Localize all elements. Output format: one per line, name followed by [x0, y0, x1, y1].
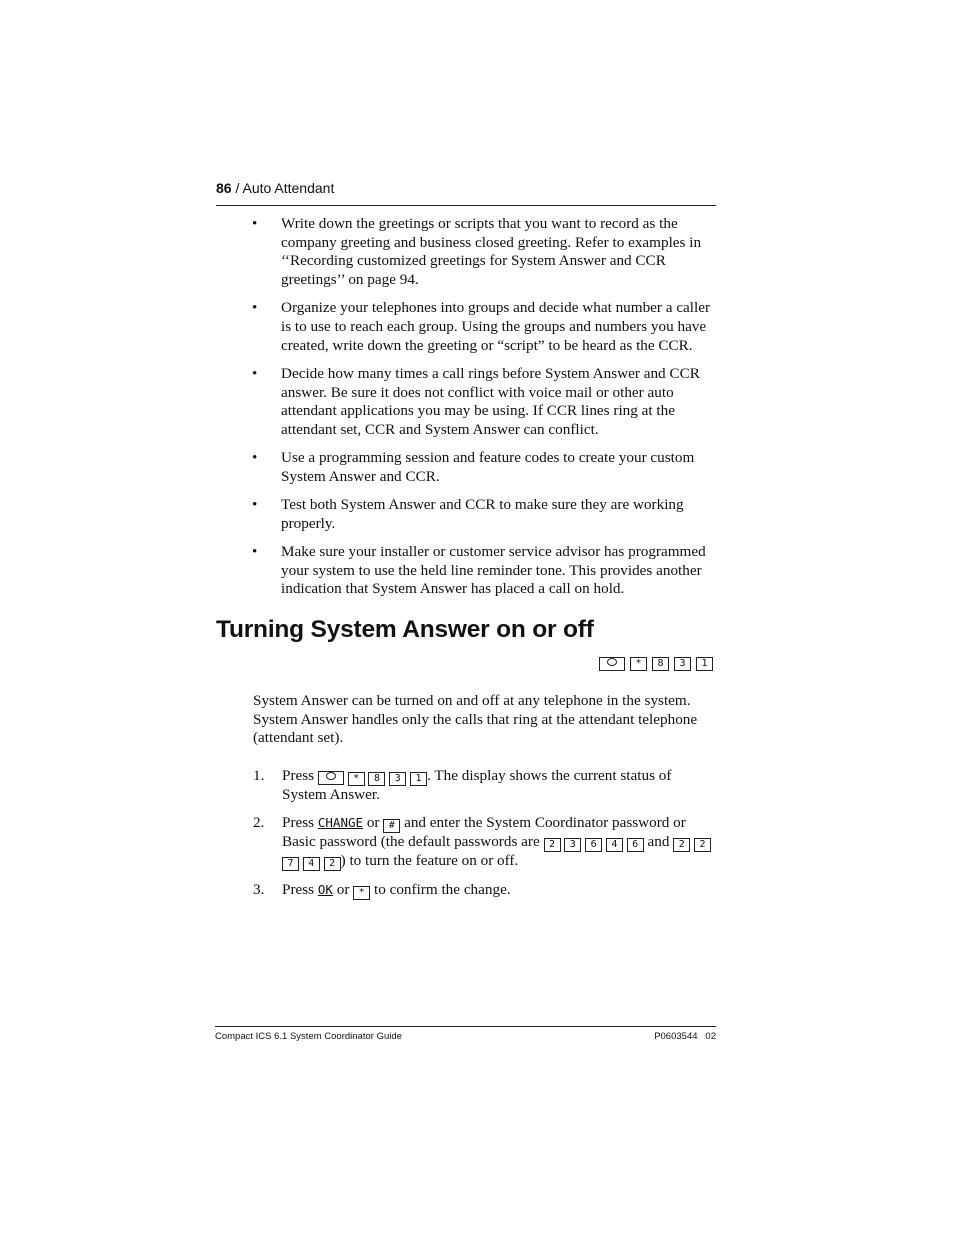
password-key: 6 [585, 838, 602, 852]
bullet-mark: • [252, 299, 258, 317]
section-title: Turning System Answer on or off [216, 616, 594, 643]
step-number: 3. [253, 880, 265, 898]
requirements-list [252, 215, 718, 609]
key-1: 1 [410, 772, 427, 786]
footer-title: Compact ICS 6.1 System Coordinator Guide [215, 1031, 402, 1042]
key-8: 8 [368, 772, 385, 786]
bullet-text: Decide how many times a call rings before System Answer and CCR answer. Be sure it does not conflict with voice mail or other auto attendant applications you may be using. If CCR lines ring at the attendant set, CCR and System Answer can conflict. [281, 364, 700, 439]
header-section: Auto Attendant [242, 180, 335, 196]
bullet-text: Organize your telephones into groups and decide what number a caller is to use to reach each group. Using the groups and numbers you have created, write down the greeting or “script” to be heard as the CCR. [281, 299, 711, 354]
step-number: 2. [253, 814, 265, 832]
step-text: Press [282, 767, 315, 784]
key-star: * [348, 772, 365, 786]
step-text: . The display shows the current status of System Answer. [282, 767, 672, 803]
password-key: 7 [282, 857, 299, 871]
step-number: 1. [253, 767, 265, 784]
bullet-mark: • [252, 364, 258, 382]
display-key-change: CHANGE [317, 815, 364, 831]
password-key: 4 [606, 838, 623, 852]
step-3 [253, 881, 719, 900]
key-star: * [353, 886, 370, 900]
key-1: 1 [696, 657, 713, 671]
bullet-mark: • [252, 496, 258, 514]
bullet-text: Use a programming session and feature codes to create your custom System Answer and CCR. [281, 449, 695, 485]
password-key: 3 [564, 838, 581, 852]
list-item [252, 365, 718, 440]
bullet-text: Make sure your installer or customer service advisor has programmed your system to use the held line reminder tone. This provides another indication that System Answer has placed a call on hold. [281, 543, 706, 598]
step-text: Press [282, 814, 315, 832]
list-item [252, 299, 718, 355]
bullet-text: Test both System Answer and CCR to make sure they are working properly. [281, 496, 684, 532]
bullet-mark: • [252, 215, 258, 232]
display-key-ok: OK [317, 881, 333, 897]
step-text: to confirm the change. [373, 880, 511, 898]
steps-list [253, 767, 719, 909]
step-text: and [647, 833, 670, 851]
page-footer [215, 1026, 716, 1042]
footer-doc-number: P0603544 02 [654, 1031, 716, 1042]
bullet-mark: • [252, 543, 258, 561]
key-8: 8 [652, 657, 669, 671]
page-header [216, 180, 716, 206]
feature-key-icon [318, 771, 344, 785]
key-hash: # [383, 819, 400, 833]
intro-paragraph: System Answer can be turned on and off at any telephone in the system. System Answer handles only the calls that ring at the attendant telephone (attendant set). [253, 692, 698, 747]
key-star: * [630, 657, 647, 671]
password-key: 4 [303, 857, 320, 871]
step-2 [253, 814, 719, 871]
step-text: or [366, 814, 380, 832]
header-separator: / [231, 180, 243, 196]
password-key: 2 [544, 838, 561, 852]
bullet-text: Write down the greetings or scripts that you want to record as the company greeting and business closed greeting. Refer to examples in ‘‘Recording customized greetings for System Answer and CCR greetings’’ on page 94. [281, 215, 702, 289]
step-1 [253, 767, 719, 805]
step-text: Press [282, 880, 315, 898]
step-text: ) to turn the feature on or off. [340, 852, 519, 870]
feature-code [599, 657, 713, 671]
step-text: and enter the System Coordinator password or Basic password (the default passwords are [282, 814, 686, 851]
list-item [252, 215, 718, 290]
password-key: 2 [673, 838, 690, 852]
page-number: 86 [216, 180, 232, 196]
password-key: 2 [324, 857, 341, 871]
bullet-mark: • [252, 449, 258, 467]
list-item [252, 543, 718, 599]
password-key: 2 [694, 838, 711, 852]
list-item [252, 449, 718, 486]
key-3: 3 [674, 657, 691, 671]
feature-key-icon [599, 657, 625, 671]
list-item [252, 496, 718, 533]
key-3: 3 [389, 772, 406, 786]
step-text: or [336, 880, 350, 898]
password-key: 6 [627, 838, 644, 852]
